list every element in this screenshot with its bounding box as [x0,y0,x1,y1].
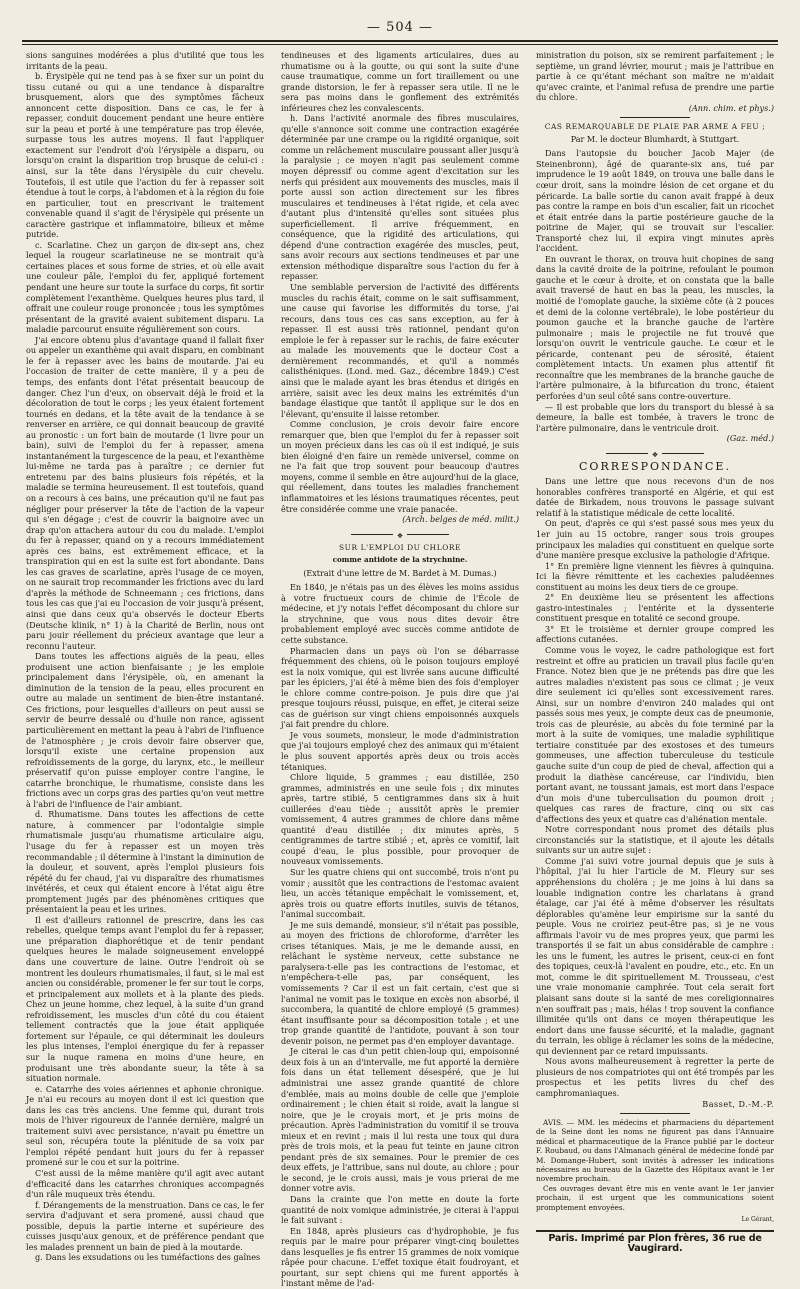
paragraph: h. Dans l'activité anormale des fibres musculaires, qu'elle s'annonce soit comme une contraction exagérée déterminée par une crampe ou la rigidité organique, soit comme un relâchement musculaire poussant aller jusqu'à la paralysie ; ce moyen n'agit pas seulement comme moyen dépressif ou comme agent d'excitation sur les nerfs qui président aux mouvements des muscles, mais il porte aussi son action directement sur les fibres musculaires et tendineuses à l'état rigide, et cela avec d'autant plus d'intensité qu'elles sont situées plus superficiellement. Il arrive fréquemment, en conséquence, que la rigidité des articulations, qui dépend d'une contraction exagérée des muscles, peut, sans avoir recours aux sections tendineuses et par une extension méthodique disparaître sous l'action du fer à repasser. [281,113,519,282]
page-number: — 504 — [366,20,434,35]
paragraph: e. Catarrhe des voies aériennes et aphonie chronique. Je n'ai eu recours au moyen dont il est ici question que dans les cas très anciens. Une femme qui, durant trois mois de l'hiver rigoureux de l'année dernière, malgré un traitement suivi avec persistance, n'avait pu émettre un seul son, récupéra toute la plénitude de sa voix par l'emploi répété pendant huit jours du fer à repasser promené sur le cou et sur la poitrine. [26,1083,264,1168]
section-rule [620,117,690,118]
paragraph: En 1848, après plusieurs cas d'hydrophobie, je fus requis par le maire pour préparer vingt-cinq boulettes dans lesquelles je fis entrer 15 grammes de noix vomique râpée pour chacune. L'effet toxique était foudroyant, et pourtant, sur sept chiens qui me furent apportés à l'instant même de l'ad- [281,1225,519,1289]
paragraph: d. Rhumatisme. Dans toutes les affections de cette nature, à commencer par l'odontalgie simple rhumatismale jusqu'au rhumatisme articulaire aigu, l'usage du fer à repasser est un moyen très recommandable ; il détermine à l'instant la diminution de la douleur, et souvent, après l'emploi plusieurs fois répété du fer chaud, j'ai vu disparaître des rhumatismes invétérés, et ceux qui étaient encore à l'état aigu être promptement jugés par des phénomènes critiques que présentaient la peau et les urines. [26,809,264,915]
paragraph: 2° En deuxième lieu se présentent les affections gastro-intestinales ; l'entérite et la dyssenterie constituent presque en totalité ce second groupe. [536,592,774,624]
paragraph: En ouvrant le thorax, on trouva huit chopines de sang dans la cavité droite de la poitrine, refoulant le poumon gauche et le cœur à droite, et on constata que la balle avait traversé de haut en bas la peau, les muscles, la moitié de l'omoplate gauche, la sixième côte (à 2 pouces et demi de la colonne vertébrale), le lobe postérieur du poumon gauche et la branche gauche de l'artère pulmonaire ; mais le projectile ne fut trouvé que lorsqu'on ouvrit le ventricule gauche. Le cœur et le péricarde, contenant peu de sérosité, étaient complètement intacts. Un examen plus attentif fit reconnaître que les membranes de la branche gauche de l'artère pulmonaire, à la bifurcation du tronc, étaient perforées d'un seul côté sans contre-ouverture. [536,253,774,401]
section-divider [536,449,774,457]
article-note: (Extrait d'une lettre de M. Bardet à M. Dumas.) [303,568,497,578]
ornament-icon: ❖ [648,451,662,459]
column-2 [281,50,519,1289]
paragraph: Comme vous le voyez, le cadre pathologique est fort restreint et offre au praticien un travail plus facile qu'en France. Notez bien que je ne prétends pas dire que les autres maladies n'existent pas sous ce climat ; je veux dire seulement ici qu'elles sont excessivement rares. Ainsi, sur un nombre d'environ 240 malades qui ont passés sous mes yeux, je compte deux cas de pneumonie, trois cas de pleurésie, au abcès du foie terminé par la mort à la suite de vomiques, une maladie syphilitique tertiaire constituée par des exostoses et des tumeurs gommeuses, une affection tuberculeuse du testicule gauche suite d'un coup de pied de cheval, affection qui a produit la diathèse cancéreuse, car l'individu, bien portant avant, ne toussant jamais, est mort dans l'espace d'un mois d'une tuberculisation du poumon droit ; quelques cas rares de fracture, cinq ou six cas d'affections des yeux et quatre cas d'aliénation mentale. [536,644,774,824]
column-3 [536,50,774,1255]
paragraph: g. Dans les exsudations ou les tuméfactions des gaînes [35,1252,261,1263]
article-heading: CAS REMARQUABLE DE PLAIE PAR ARME A FEU ; [544,122,766,132]
notice-paragraph: AVIS. — MM. les médecins et pharmaciens du département de la Seine dont les noms ne figurent pas dans l'Annuaire médical et pharmaceutique de la France publié par le docteur F. Roubaud, ou dans l'Almanach général de médecine fondé par M. Domange-Hubert, sont invités à adresser les indications nécessaires au bureau de la Gazette des Hôpitaux avant le 1er novembre prochain. [536,1118,774,1184]
notice-paragraph: Ces ouvrages devant être mis en vente avant le 1er janvier prochain, il est urgent que les communications soient promptement envoyées. [536,1183,774,1212]
paragraph: 3° Et le troisième et dernier groupe compred les affections cutanées. [536,623,774,645]
paragraph: f. Dérangements de la menstruation. Dans ce cas, le fer servira d'adjuvant et sera promené, aussi chaud que possible, depuis la partie interne et supérieure des cuisses jusqu'aux genoux, et de préférence pendant que les malades prennent un bain de pied à la moutarde. [26,1199,264,1252]
paragraph: — Il est probable que lors du transport du blessé à sa demeure, la balle est tombée, à travers le tronc de l'artère pulmonaire, dans le ventricule droit. [536,401,774,433]
section-rule [620,1113,690,1114]
paragraph: C'est aussi de la même manière qu'il agit avec autant d'efficacité dans les catarrhes chroniques accompagnés d'un râle muqueux très étendu. [26,1167,264,1200]
paragraph: On peut, d'après ce qui s'est passé sous mes yeux du 1er juin au 15 octobre, ranger sous trois groupes principaux les maladies qui constituent en quelque sorte d'une manière presque exclusive la pathologie d'Afrique. [536,518,774,561]
gerant-label: Le Gérant, [741,1216,774,1224]
paragraph: Je me suis demandé, monsieur, s'il n'était pas possible, au moyen des frictions de chloroforme, d'arrêter les crises tétaniques. Mais, je me le demande aussi, en relâchant le système nerveux, cette substance ne paralysera-t-elle pas les contractions de l'estomac, et n'empêchera-t-elle pas, par conséquent, les vomissements ? Car il est un fait certain, c'est que si l'animal ne vomit pas le toxique en excès non absorbé, il succombera, la quantité de chlore employé (5 grammes) étant insuffisante pour sa décomposition totale ; et une trop grande quantité de l'antidote, pouvant à son tour devenir poison, ne permet pas d'en employer davantage. [281,919,519,1046]
source-citation: (Arch. belges de méd. milit.) [402,514,519,525]
notice-block [536,1118,774,1212]
paragraph: Chlore liquide, 5 grammes ; eau distillée, 250 grammes, administrés en une seule fois ; dix minutes après, tartre stibié, 5 centigrammes dans six à huit cuillerées d'eau tiède ; aussitôt après le premier vomissement, 4 autres grammes de chlore dans même quantité d'eau distillée ; dix minutes après, 5 centigrammes de tartre stibié ; et, après ce vomitif, lait coupé d'eau, le plus possible, pour provoquer de nouveaux vomissements. [281,772,519,867]
paragraph: sions sanguines modérées a plus d'utilité que tous les irritants de la peau. [26,50,264,71]
paragraph: Dans l'autopsie du boucher Jacob Majer (de Steinenbronn), âgé de quarante-six ans, tué par imprudence le 19 août 1849, on trouva une balle dans le cœur droit, sans la moindre lésion de cet organe et du péricarde. La balle sortie du canon avait frappé à deux pas contre la rampe en bois d'un escalier, fait un ricochet et était entrée dans la partie postérieure gauche de la poitrine de Majer, qui se trouvait sur l'escalier. Transporté chez lui, il expira vingt minutes après l'accident. [536,148,774,254]
paragraph: Notre correspondant nous promet des détails plus circonstanciés sur la statistique, et il ajoute les détails suivants sur un autre sujet : [536,824,774,856]
paragraph: Dans une lettre que nous recevons d'un de nos honorables confrères transporté en Algérie, et qui est datée de Birkadem, nous trouvons le passage suivant relatif à la statistique médicale de cette localité. [536,476,774,518]
article-heading: SUR L'EMPLOI DU CHLORE [338,542,462,552]
article-byline: Par M. le docteur Blumhardt, à Stuttgart. [570,134,740,144]
paragraph: Pharmacien dans un pays où l'on se débarrasse fréquemment des chiens, où le poison toujours employé est la noix vomique, qui est livrée sans aucune difficulté par les épiciers, j'ai été à même bien des fois d'employer le chlore comme contre-poison. Je puis dire que j'ai presque toujours réussi, puisque, en effet, je citerai seize cas de guérison sur vingt chiens empoisonnés auxquels j'ai fait prendre du chlore. [281,645,519,730]
source-citation: (Ann. chim. et phys.) [688,102,774,113]
paragraph: En 1840, je n'étais pas un des élèves les moins assidus à votre fructueux cours de chimie de l'École de médecine, et j'y notais l'effet décomposant du chlore sur la strychnine, que vous nous dites devoir être probablement employé avec succès comme antidote de cette substance. [281,582,519,645]
paragraph: tendineuses et des ligaments articulaires, dues au rhumatisme ou à la goutte, ou qui sont la suite d'une cause traumatique, comme un fort tiraillement ou une grande distorsion, le fer à repasser sera utile. Il ne le sera pas moins dans le gonflement des extrémités inférieures chez les convalescents. [281,50,519,113]
paragraph: Je vous soumets, monsieur, le mode d'administration que j'ai toujours employé chez des animaux qui m'étaient le plus souvent apportés après deux ou trois accès tétaniques. [281,729,519,772]
paragraph: ministration du poison, six se remirent parfaitement ; le septième, un grand lévrier, mourut ; mais je l'attribue en partie à ce qu'étant méchant son maître ne m'aidait qu'avec crainte, et l'animal refusa de prendre une partie du chlore. [536,50,774,103]
paragraph: 1° En première ligne viennent les fièvres à quinquina. Ici la fièvre rémittente et les cachexies paludéennes constituent au moins les deux tiers de ce groupe. [536,560,774,592]
paragraph: Dans toutes les affections aiguës de la peau, elles produisent une action bienfaisante ; je les emploie principalement dans l'érysipèle, où, en amenant la diminution de la tension de la peau, elles procurent en outre au malade un sentiment de bien-être instantané. Ces frictions, pour lesquelles d'ailleurs on peut aussi se servir de beurre dessalé ou d'huile non rance, agissent particulièrement en mettant la peau à l'abri de l'influence de l'atmosphère ; je crois devoir faire observer que, lorsqu'il existe une certaine propension aux refroidissements de la gorge, du larynx, etc., le meilleur préservatif qu'on puisse employer contre l'angine, le catarrhe bronchique, le rhumatisme, consiste dans les frictions avec un corps gras des parties qu'on veut mettre à l'abri de l'influence de l'air ambiant. [26,651,264,809]
paragraph: b. Érysipèle qui ne tend pas à se fixer sur un point du tissu cutané ou qui a une tendance à disparaître brusquement, alors que des symptômes fâcheux annoncent cette disposition. Dans ce cas, le fer à repasser, conduit doucement pendant une heure entière sur la peau et porté à une température pas trop élevée, surpasse tous les autres moyens. Il faut l'appliquer exactement sur l'endroit d'où l'érysipèle a disparu, ou lorsqu'on craint la disparition trop brusque de celui-ci : ainsi, sur la tête dans l'érysipèle du cuir chevelu. Toutefois, il est utile que l'action du fer à repasser soit étendue à tout le corps, à l'abdomen et à la région du foie en particulier, tout en prescrivant le traitement convenable quand il s'agit de l'érysipèle qui présente un caractère gastrique et inflammatoire, bilieux et même putride. [26,71,264,240]
section-divider [281,530,519,538]
article-subheading: comme antidote de la strychnine. [332,555,468,565]
printer-imprint: Paris. Imprimé par Plon frères, 36 rue de Vaugirard. [548,1232,762,1255]
source-citation: (Gaz. méd.) [726,433,774,444]
paragraph: Sur les quatre chiens qui ont succombé, trois n'ont pu vomir ; aussitôt que les contractions de l'estomac avaient lieu, un accès tétanique empêchait le vomissement, et, après trois ou quatre efforts inutiles, suivis de tétanos, l'animal succombait. [281,867,519,920]
paragraph: Comme j'ai suivi votre journal depuis que je suis à l'hôpital, j'ai lu hier l'article de M. Fleury sur ses appréhensions du choléra ; je me joins à lui dans sa louable indignation contre les charlatans à grand étalage, car j'ai été à même d'observer les résultats déplorables qu'amène leur empirisme sur la santé du peuple. Vous ne croiriez peut-être pas, si je ne vous affirmais l'avoir vu de mes propres yeux, que parmi les transportés il se fait un abus considérable de camphre : les uns le fument, les autres le prisent, ceux-ci en font des topiques, ceux-là l'avalent en poudre, etc., etc. En un mot, comme le dit spirituellement M. Trousseau, c'est une vraie monomanie camphrée. Tout cela serait fort plaisant sans doute si la santé de mes coreligionnaires n'en souffrait pas ; mais, hélas ! trop souvent la confiance illimitée qu'ils ont dans ce moyen thérapeutique les endort dans une fausse sécurité, et la maladie, gagnant du terrain, les oblige à réclamer les soins de la médecine, qui deviennent par ce retard impuissants. [536,855,774,1056]
paragraph: Comme conclusion, je crois devoir faire encore remarquer que, bien que l'emploi du fer à repasser soit un moyen précieux dans les cas où il est indiqué, je suis bien éloigné d'en faire un remède universel, comme on ne l'a fait que trop souvent pour beaucoup d'autres moyens, comme il semble en être aujourd'hui de la glace, qui réellement, dans toutes les maladies franchement inflammatoires et les lésions traumatiques récentes, peut être considérée comme une vraie panacée. [281,419,519,514]
paragraph: Je citerai le cas d'un petit chien-loup qui, empoisonné deux fois à un an d'intervalle, me fut apporté la dernière fois dans un état tellement désespéré, que je lui administrai une assez grande quantité de chlore d'emblée, mais au moins double de celle que j'emploie ordinairement ; le chien était si roide, avait la langue si noire, que je le croyais mort, et je pris moins de précaution. Après l'administration du vomitif il se trouva mieux et en revint ; mais il lui resta une toux qui dura près de trois mois, et la peau fut teinte en jaune citron pendant près de six semaines. Pour le premier de ces deux effets, je l'attribue, sans nul doute, au chlore ; pour le second, je le crois aussi, mais je vous prierai de me donner votre avis. [281,1046,519,1194]
author-signature: Basset, D.-M.-P. [702,1098,774,1109]
paragraph: Nous avons malheureusement à regretter la perte de plusieurs de nos compatriotes qui ont été trompés par les prospectus et les petits livres du chef des camphromaniaques. [536,1056,774,1098]
ornament-icon: ❖ [393,532,407,540]
paragraph: Il est d'ailleurs rationnel de prescrire, dans les cas rebelles, quelque temps avant l'emploi du fer à repasser, une préparation diaphorétique et de tenir pendant quelques heures le malade soigneusement enveloppé dans une couverture de laine. Outre l'endroit où se montrent les douleurs rhumatismales, il faut, si le mal est ancien ou considérable, promener le fer sur tout le corps, et principalement aux mollets et à la plante des pieds. Chez un jeune homme, chez lequel, à la suite d'un grand refroidissement, les muscles d'un côté du cou étaient tellement contractés que la joue était appliquée fortement sur l'épaule, ce qui déterminait les douleurs les plus intenses, l'emploi énergique du fer à repasser sur la nuque ramena en moins d'une heure, en produisant une très abondante sueur, la tête à sa situation normale. [26,914,264,1084]
header-rule [22,40,778,45]
paragraph: J'ai encore obtenu plus d'avantage quand il fallait fixer ou appeler un exanthème qui avait disparu, en combinant le fer à repasser avec les bains de moutarde. J'ai eu l'occasion de traiter de cette manière, il y a peu de temps, des enfants dont l'état présentait beaucoup de danger. Chez l'un d'eux, on observait déjà le froid et la décoloration de tout le corps ; les yeux étaient fortement tournés en dedans, et la tête avait de la tendance à se renverser en arrière, ce qui donnait beaucoup de gravité au pronostic : un fort bain de moutarde (1 livre pour un bain), suivi de l'emploi du fer à repasser, amena instantanément la turgescence de la peau, et l'exanthème lui-même ne tarda pas à paraître ; ce dernier fut entretenu par des bains plusieurs fois répétés, et la maladie se termina heureusement. Il est toutefois, quand on a recours à ces bains, une précaution qu'il ne faut pas négliger pour préserver la tête de l'action de la vapeur qui s'en dégage ; c'est de couvrir la baignoire avec un drap qu'on attachera autour du cou du malade. L'emploi du fer à repasser, quand on y a recours immédiatement après ces bains, est extrêmement efficace, et la transpiration qui en est la suite est fort abondante. Dans les cas graves de scarlatine, après l'usage de ce moyen, on ne saurait trop recommander les frictions avec du lard d'après la méthode de Schneemann ; ces frictions, dans tous les cas que j'ai eu l'occasion de voir jusqu'à présent, ainsi que dans ceux qu'a observés le docteur Eberts (Deutsche klinik, n° 1) à la Charité de Berlin, nous ont paru jouir réellement du précieux avantage que leur a reconnu l'auteur. [26,334,264,651]
paragraph: c. Scarlatine. Chez un garçon de dix-sept ans, chez lequel la rougeur scarlatineuse ne se montrait qu'à certaines places et sous forme de stries, et où elle avait une couleur pâle, l'emploi du fer, appliqué fortement pendant une heure sur toute la surface du corps, fit sortir complètement l'exanthème. Quelques heures plus tard, il offrait une couleur rouge prononcée ; tous les symptômes présentant de la gravité avaient subitement disparu. La maladie parcourut ensuite régulièrement son cours. [26,239,264,335]
paragraph: Dans la crainte que l'on mette en doute la forte quantité de noix vomique administrée, je citerai à l'appui le fait suivant : [281,1193,519,1226]
column-1 [26,50,264,1263]
imprint-rule [536,1230,774,1232]
correspondence-heading: CORRESPONDANCE. [579,459,731,473]
paragraph: Une semblable perversion de l'activité des différents muscles du rachis était, comme on le sait suffisamment, une cause qui favorise les difformités du torse, j'ai recours, dans tous ces cas sans exception, au fer à repasser. Il est aussi très rationnel, pendant qu'on emploie le fer à repasser sur le rachis, de faire exécuter au malade les mouvements que le docteur Cost a dernièrement recommandés, et qu'il a nommés calisthéniques. (Lond. med. Gaz., décembre 1849.) C'est ainsi que le malade ayant les bras étendus et dirigés en arrière, saisit avec les deux mains les extrémités d'un bandage élastique que tantôt il applique sur le dos en l'élevant, qu'ensuite il laisse retomber. [281,282,519,419]
